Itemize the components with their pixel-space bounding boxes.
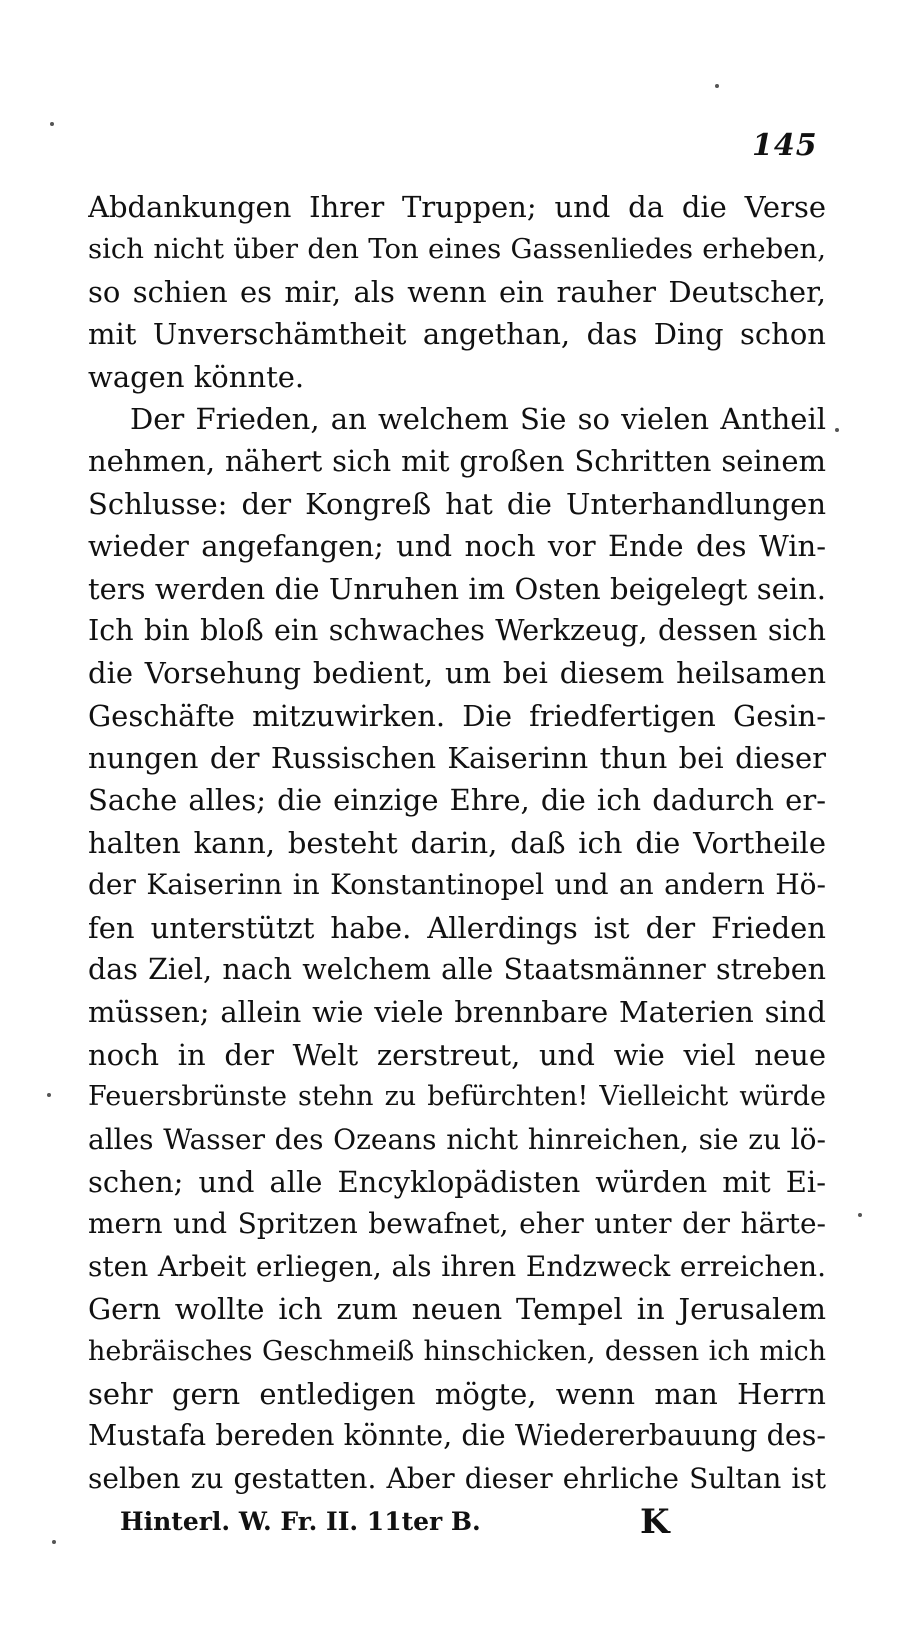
paper-speck — [47, 1093, 51, 1097]
paper-speck — [50, 122, 54, 126]
text-line: selben zu gestatten. Aber dieser ehrliche Sultan ist — [88, 1461, 826, 1495]
text-line: Geschäfte mitzuwirken. Die friedfertigen Gesin- — [88, 698, 826, 733]
text-line: Sache alles; die einzige Ehre, die ich dadurch er- — [88, 783, 826, 818]
text-line: Abdankungen Ihrer Truppen; und da die Verse — [88, 190, 826, 224]
text-line: wieder angefangen; und noch vor Ende des Win- — [88, 529, 826, 564]
text-line: schen; und alle Encyklopädisten würden mit Ei- — [88, 1164, 826, 1199]
paper-speck — [715, 84, 719, 88]
text-line: halten kann, besteht darin, daß ich die Vortheile — [88, 825, 826, 860]
text-line: der Kaiserinn in Konstantinopel und an andern Hö- — [88, 868, 826, 902]
page-footer — [120, 1500, 680, 1544]
text-line: wagen könnte. — [88, 359, 305, 394]
paper-speck — [52, 1540, 56, 1544]
text-line: Gern wollte ich zum neuen Tempel in Jerusalem — [88, 1292, 826, 1327]
text-line: müssen; allein wie viele brennbare Materien sind — [88, 995, 826, 1030]
text-line: nehmen, nähert sich mit großen Schritten seinem — [88, 444, 826, 479]
text-line: Feuersbrünste stehn zu befürchten! Vielleicht würde — [88, 1081, 826, 1113]
text-line: hebräisches Geschmeiß hinschicken, dessen ich mich — [88, 1335, 826, 1367]
signature-line: Hinterl. W. Fr. II. 11ter B. — [120, 1507, 481, 1536]
paper-speck — [835, 428, 839, 432]
text-line: nungen der Russischen Kaiserinn thun bei dieser — [88, 741, 826, 776]
text-line: das Ziel, nach welchem alle Staatsmänner streben — [88, 953, 826, 987]
body-text — [88, 186, 826, 1500]
text-line: Der Frieden, an welchem Sie so vielen Antheil — [130, 401, 826, 436]
text-line: Mustafa bereden könnte, die Wiedererbauung des- — [88, 1419, 826, 1453]
text-line: alles Wasser des Ozeans nicht hinreichen, sie zu lö- — [88, 1122, 826, 1156]
catchword: K — [640, 1502, 670, 1542]
text-line: Schlusse: der Kongreß hat die Unterhandlungen — [88, 486, 826, 521]
text-line: ters werden die Unruhen im Osten beigelegt sein. — [88, 571, 826, 606]
text-line: sehr gern entledigen mögte, wenn man Herrn — [88, 1376, 826, 1411]
text-line: mern und Spritzen bewafnet, eher unter der härte- — [88, 1207, 826, 1241]
text-line: sich nicht über den Ton eines Gassenliedes erheben, — [88, 233, 826, 266]
text-line: mit Unverschämtheit angethan, das Ding schon — [88, 317, 826, 352]
text-line: noch in der Welt zerstreut, und wie viel neue — [88, 1037, 826, 1072]
paper-speck — [858, 1213, 862, 1217]
text-line: die Vorsehung bedient, um bei diesem heilsamen — [88, 656, 826, 691]
page-number: 145 — [752, 128, 818, 163]
text-line: Ich bin bloß ein schwaches Werkzeug, dessen sich — [88, 613, 826, 647]
text-line: so schien es mir, als wenn ein rauher Deutscher, — [88, 274, 826, 309]
text-line: fen unterstützt habe. Allerdings ist der Frieden — [88, 910, 826, 945]
text-line: sten Arbeit erliegen, als ihren Endzweck erreichen. — [88, 1249, 826, 1283]
